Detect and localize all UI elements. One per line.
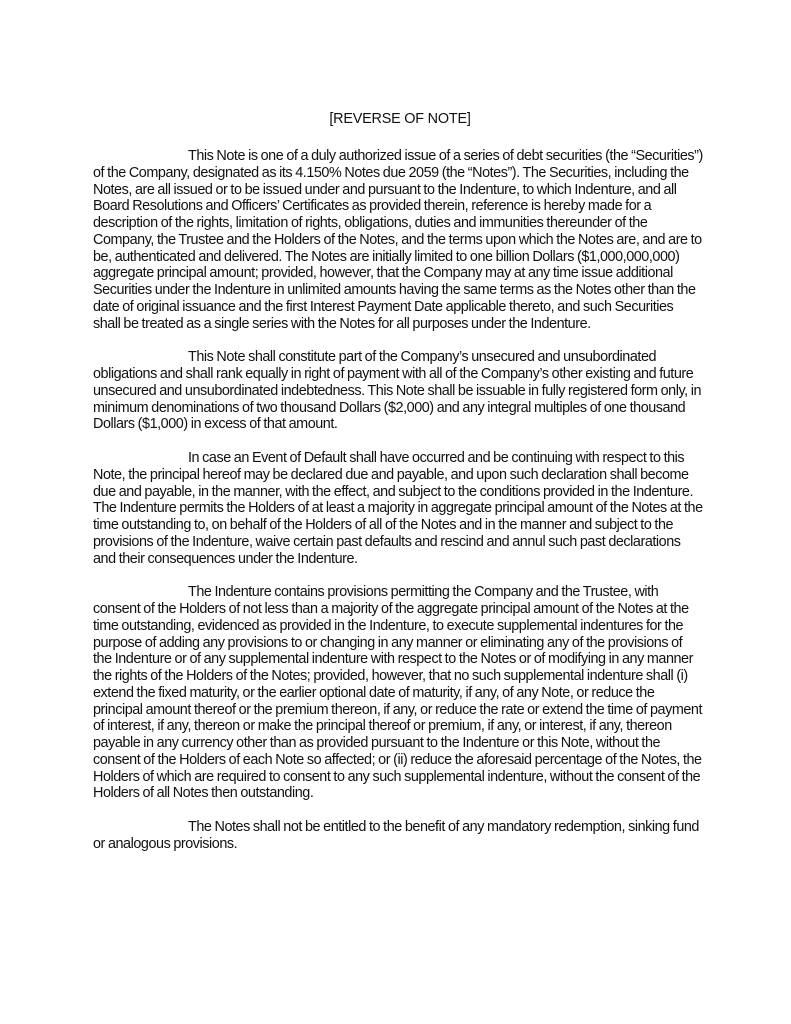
paragraph-event-of-default: In case an Event of Default shall have occurred and be continuing with respect to this Note, the principal hereof may be declared due and payable, and upon such declaration shall become due and payable, in the manner, with the effect, and subject to the conditions provided in the Indenture. The Indenture permits the Holders of at least a majority in aggregate principal amount of the Notes at the time outstanding to, on behalf of the Holders of all of the Notes and in the manner and subject to the provisions of the Indenture, waive certain past defaults and rescind and annul such past declarations and their consequences under the Indenture. — [93, 450, 703, 567]
paragraph-mandatory-redemption: The Notes shall not be entitled to the benefit of any mandatory redemption, sinking fund or analogous provisions. — [93, 819, 699, 852]
document-page — [93, 110, 703, 870]
paragraph-supplemental-indentures: The Indenture contains provisions permitting the Company and the Trustee, with consent of the Holders of not less than a majority of the aggregate principal amount of the Notes at the time outstanding, evidenced as provided in the Indenture, to execute supplemental indentures for the purpose of adding any provisions to or changing in any manner or eliminating any of the provisions of the Indenture or of any supplemental indenture with respect to the Notes or of modifying in any manner the rights of the Holders of the Notes; provided, however, that no such supplemental indenture shall (i) extend the fixed maturity, or the earlier optional date of maturity, if any, of any Note, or reduce the principal amount thereof or the premium thereon, if any, or reduce the rate or extend the time of payment of interest, if any, thereon or make the principal thereof or premium, if any, or interest, if any, thereon payable in any currency other than as provided pursuant to the Indenture or this Note, without the consent of the Holders of each Note so affected; or (ii) reduce the aforesaid percentage of the Notes, the Holders of which are required to consent to any such supplemental indenture, without the consent of the Holders of all Notes then outstanding. — [93, 584, 703, 802]
paragraph-ranking: This Note shall constitute part of the Company’s unsecured and unsubordinated obligations and shall rank equally in right of payment with all of the Company’s other existing and future unsecured and unsubordinated indebtedness. This Note shall be issuable in fully registered form only, in minimum denominations of two thousand Dollars ($2,000) and any integral multiples of one thousand Dollars ($1,000) in excess of that amount. — [93, 349, 702, 433]
document-title: [REVERSE OF NOTE] — [329, 111, 471, 127]
paragraph-note-description: This Note is one of a duly authorized issue of a series of debt securities (the “Securities”) of the Company, designated as its 4.150% Notes due 2059 (the “Notes”). The Securities, including the Notes, are all issued or to be issued under and pursuant to the Indenture, to which Indenture, and all Board Resolutions and Officers’ Certificates as provided therein, reference is hereby made for a description of the rights, limitation of rights, obligations, duties and immunities thereunder of the Company, the Trustee and the Holders of the Notes, and the terms upon which the Notes are, and are to be, authenticated and delivered. The Notes are initially limited to one billion Dollars ($1,000,000,000) aggregate principal amount; provided, however, that the Company may at any time issue additional Securities under the Indenture in unlimited amounts having the same terms as the Notes other than the date of original issuance and the first Interest Payment Date applicable thereto, and such Securities shall be treated as a single series with the Notes for all purposes under the Indenture. — [93, 148, 703, 332]
